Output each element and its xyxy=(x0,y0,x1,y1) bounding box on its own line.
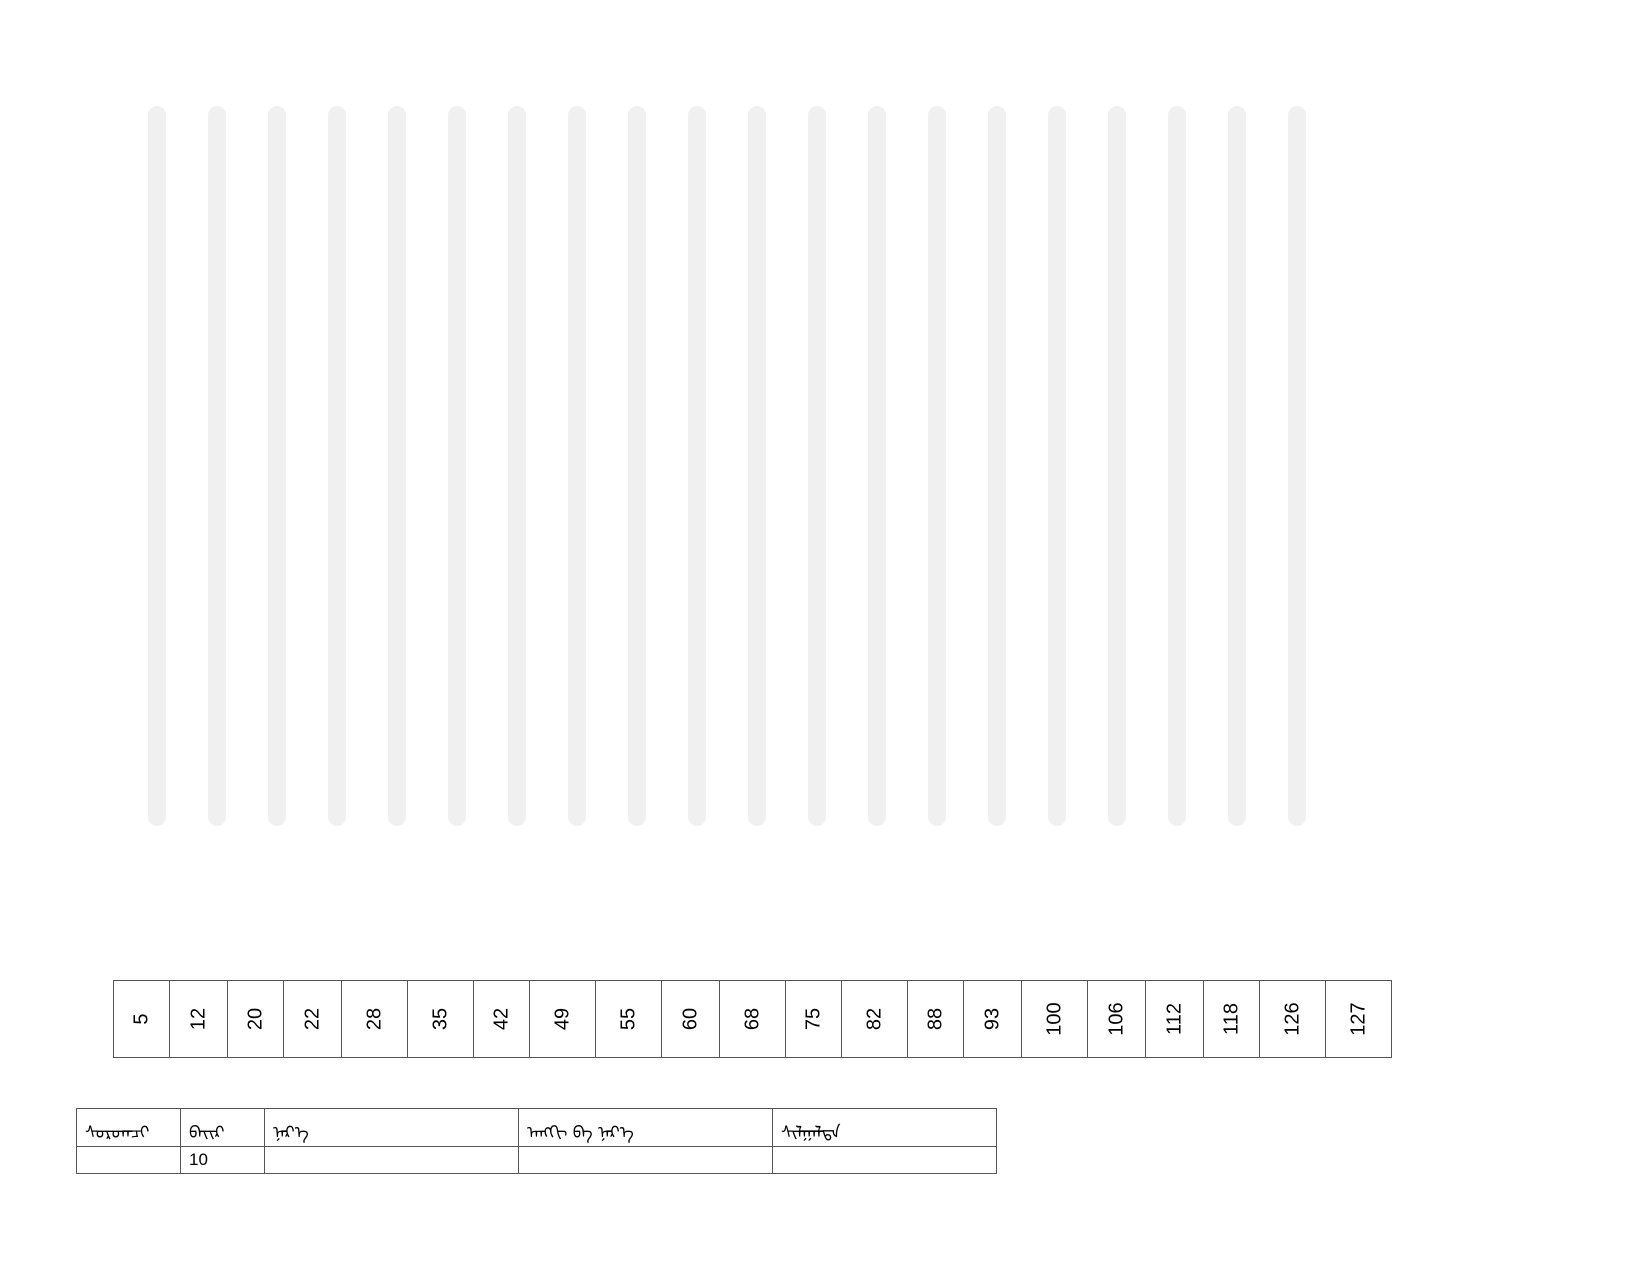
index-cell: 75 xyxy=(786,981,842,1058)
index-cell: 49 xyxy=(530,981,596,1058)
index-cell: 68 xyxy=(720,981,786,1058)
header-cell: ᠠᠩᠭᠢ ᠪᠠ ᠨᠡᠷ᠎ᠡ xyxy=(519,1109,773,1147)
index-cell: 127 xyxy=(1326,981,1392,1058)
index-cell: 60 xyxy=(662,981,720,1058)
index-cell: 20 xyxy=(228,981,284,1058)
scanned-text-image xyxy=(108,88,1398,888)
table-row xyxy=(77,1147,997,1174)
index-table xyxy=(113,980,1392,1058)
header-cell: ᠰᠤᠷᠤᠭᠴᠢ xyxy=(77,1109,181,1147)
form-cell[interactable] xyxy=(773,1147,997,1174)
index-cell: 5 xyxy=(114,981,170,1058)
table-header-row xyxy=(77,1109,997,1147)
index-cell: 88 xyxy=(908,981,964,1058)
scan-label xyxy=(108,88,1398,888)
index-cell: 28 xyxy=(342,981,408,1058)
index-cell: 100 xyxy=(1022,981,1088,1058)
index-cell: 118 xyxy=(1204,981,1260,1058)
index-cell: 12 xyxy=(170,981,228,1058)
form-cell[interactable] xyxy=(77,1147,181,1174)
table-row xyxy=(114,981,1392,1058)
index-cell: 22 xyxy=(284,981,342,1058)
form-cell[interactable] xyxy=(265,1147,519,1174)
info-form-table xyxy=(76,1108,997,1174)
index-cell: 82 xyxy=(842,981,908,1058)
index-cell: 42 xyxy=(474,981,530,1058)
index-cell: 55 xyxy=(596,981,662,1058)
index-cell: 35 xyxy=(408,981,474,1058)
index-cell: 112 xyxy=(1146,981,1204,1058)
index-cell: 93 xyxy=(964,981,1022,1058)
index-cell: 106 xyxy=(1088,981,1146,1058)
header-cell: ᠰᠢᠯᠭᠠᠯᠲᠠ xyxy=(773,1109,997,1147)
header-cell: ᠨᠡᠷ᠎ᠡ xyxy=(265,1109,519,1147)
form-cell[interactable]: 10 xyxy=(181,1147,265,1174)
header-cell: ᠪᠠᠶ᠋ᠢᠷ xyxy=(181,1109,265,1147)
index-cell: 126 xyxy=(1260,981,1326,1058)
form-cell[interactable] xyxy=(519,1147,773,1174)
